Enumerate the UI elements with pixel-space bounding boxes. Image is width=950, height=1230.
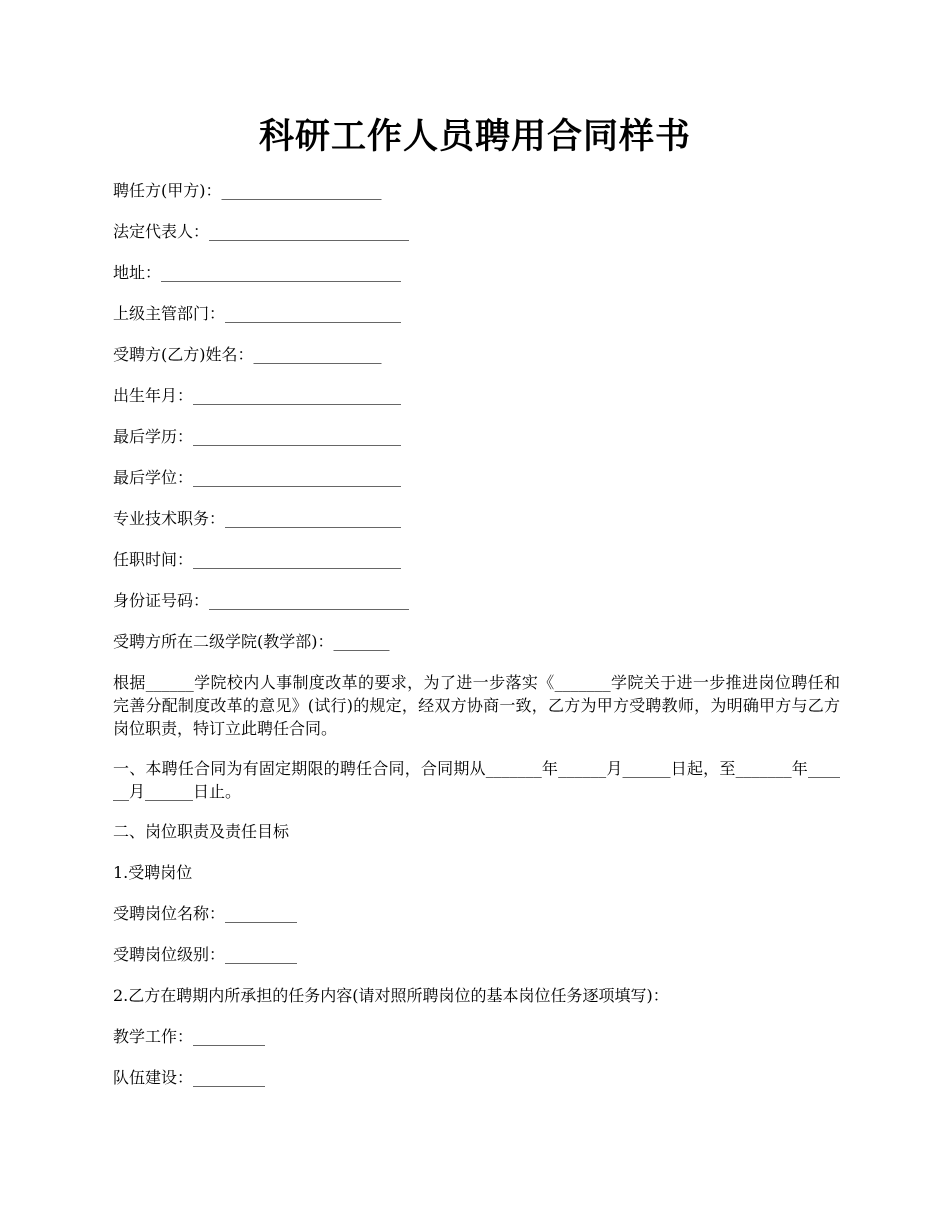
field-education: 最后学历：__________________________ <box>113 427 402 446</box>
item-2-heading: 2.乙方在聘期内所承担的任务内容(请对照所聘岗位的基本岗位任务逐项填写)： <box>113 986 669 1005</box>
field-teaching-work: 教学工作：_________ <box>113 1027 266 1046</box>
field-legal-representative: 法定代表人：_________________________ <box>113 222 410 241</box>
field-college: 受聘方所在二级学院(教学部)：_______ <box>113 632 390 651</box>
field-id-number: 身份证号码：_________________________ <box>113 591 410 610</box>
paragraph-basis: 根据______学院校内人事制度改革的要求，为了进一步落实《_______学院关于进一步推进岗位聘任和完善分配制度改革的意见》(试行)的规定，经双方协商一致，乙方为甲方受聘教师，为明确甲方与乙方岗位职责，特订立此聘任合同。 <box>113 673 840 738</box>
field-address: 地址：______________________________ <box>113 263 402 282</box>
field-team-building: 队伍建设：_________ <box>113 1068 266 1087</box>
section-two-heading: 二、岗位职责及责任目标 <box>113 822 290 841</box>
field-post-level: 受聘岗位级别：_________ <box>113 945 298 964</box>
paragraph-contract-term: 一、本聘任合同为有固定期限的聘任合同，合同期从_______年______月______日起，至_______年______月______日止。 <box>113 759 840 801</box>
field-birth-date: 出生年月：__________________________ <box>113 386 402 405</box>
field-supervising-department: 上级主管部门：______________________ <box>113 304 402 323</box>
document-body <box>113 179 840 1107</box>
field-professional-title: 专业技术职务：______________________ <box>113 509 402 528</box>
document-title: 科研工作人员聘用合同样书 <box>258 116 691 157</box>
field-post-name: 受聘岗位名称：_________ <box>113 904 298 923</box>
field-degree: 最后学位：__________________________ <box>113 468 402 487</box>
field-employer: 聘任方(甲方)：____________________ <box>113 181 382 200</box>
field-appointment-time: 任职时间：__________________________ <box>113 550 402 569</box>
item-1-heading: 1.受聘岗位 <box>113 863 193 882</box>
field-employee-name: 受聘方(乙方)姓名：________________ <box>113 345 382 364</box>
